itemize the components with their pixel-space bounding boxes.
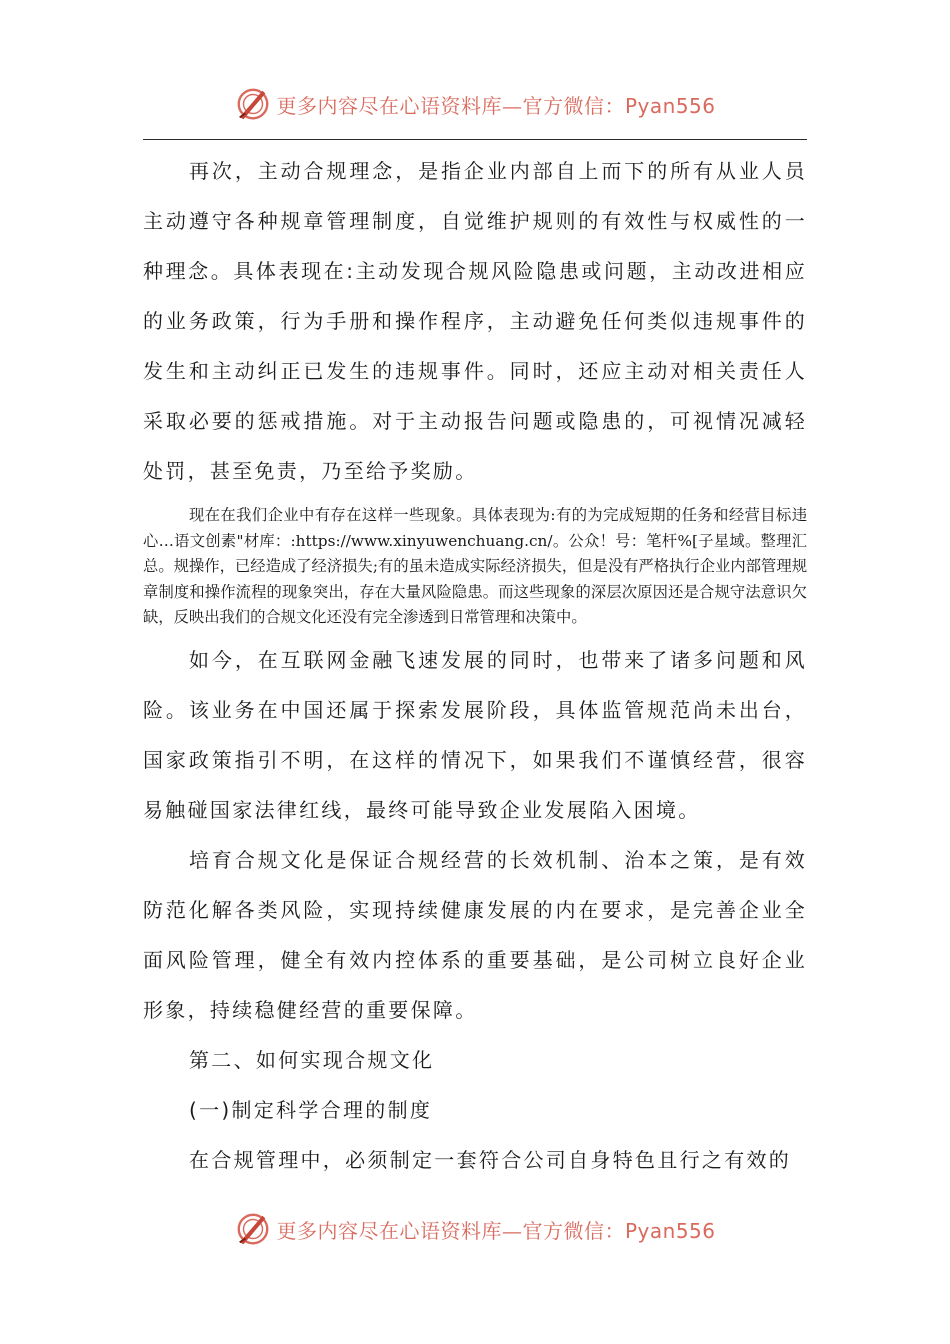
paragraph-system-design: 在合规管理中，必须制定一套符合公司自身特色且行之有效的: [189, 1147, 792, 1172]
banner-text: 更多内容尽在心语资料库—官方微信：: [276, 93, 625, 118]
paragraph-compliance-culture: 培育合规文化是保证合规经营的长效机制、治本之策，是有效防范化解各类风险，实现持续健康发展的内在要求，是完善企业全面风险管理，健全有效内控体系的重要基础，是公司树立良好企业形象，持续稳健经营的重要保障。: [143, 847, 807, 1022]
paragraph-small-print: 现在在我们企业中有存在这样一些现象。具体表现为:有的为完成短期的任务和经营目标违心…语文创素"材库：:https://www.xinyuwenchuang.cn/。公众！号：笔杆%[子星域。整理汇总。规操作，已经造成了经济损失;有的虽未造成实际经济损失，但是没有严格执行企业内部管理规章制度和操作流程的现象突出，存在大量风险隐患。而这些现象的深层次原因还是合规守法意识欠缺，反映出我们的合规文化还没有完全渗透到日常管理和决策中。: [143, 506, 807, 627]
banner-wechat-id: Pyan556: [624, 93, 716, 118]
subsection-heading: (一)制定科学合理的制度: [189, 1097, 433, 1122]
paragraph-proactive-compliance: 再次，主动合规理念，是指企业内部自上而下的所有从业人员主动遵守各种规章管理制度，自觉维护规则的有效性与权威性的一种理念。具体表现在:主动发现合规风险隐患或问题，主动改进相应的业务政策，行为手册和操作程序，主动避免任何类似违规事件的发生和主动纠正已发生的违规事件。同时，还应主动对相关责任人采取必要的惩戒措施。对于主动报告问题或隐患的，可视情况减轻处罚，甚至免责，乃至给予奖励。: [143, 159, 807, 483]
quill-pen-circle-icon: [234, 1210, 272, 1248]
header-divider: [143, 139, 807, 140]
document-body: [143, 146, 807, 1185]
footer-watermark-banner: [0, 1207, 950, 1251]
quill-pen-circle-icon: [234, 85, 272, 123]
header-watermark-banner: [0, 82, 950, 126]
paragraph-internet-finance: 如今，在互联网金融飞速发展的同时，也带来了诸多问题和风险。该业务在中国还属于探索发展阶段，具体监管规范尚未出台，国家政策指引不明，在这样的情况下，如果我们不谨慎经营，很容易触碰国家法律红线，最终可能导致企业发展陷入困境。: [143, 647, 807, 822]
banner-wechat-id: Pyan556: [624, 1218, 716, 1243]
banner-text: 更多内容尽在心语资料库—官方微信：: [276, 1218, 625, 1243]
section-heading: 第二、如何实现合规文化: [189, 1047, 435, 1072]
